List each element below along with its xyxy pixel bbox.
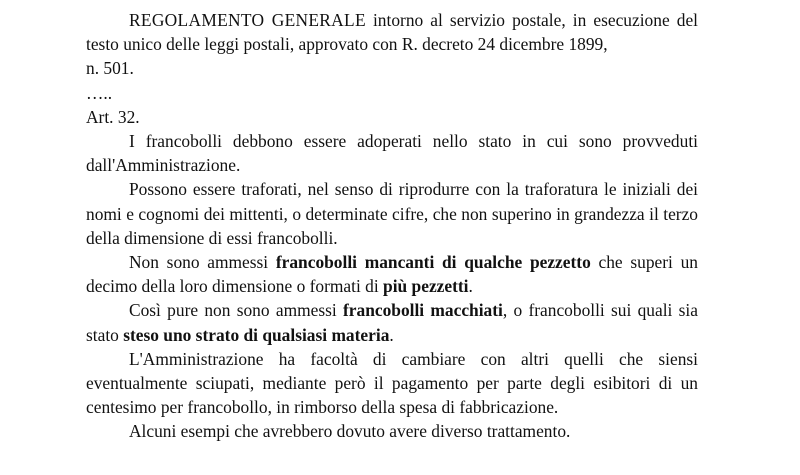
- paragraph-2: Possono essere traforati, nel senso di riprodurre con la traforatura le iniziali dei nomi e cognomi dei mittenti, o determinate cifre, che non superino in grandezza il terzo della dimensione di essi francobolli.: [86, 179, 698, 248]
- paragraph-4-bold-b: steso uno strato di qualsiasi materia: [123, 324, 390, 345]
- paragraph-4-bold-a: francobolli macchiati: [342, 300, 503, 321]
- paragraph-5: L'Amministrazione ha facoltà di cambiare con altri quelli che siensi eventualmente sciupati, mediante però il pagamento per parte degli esibitori di un centesimo per francobollo, in rimborso della spesa di fabbricazione.: [86, 348, 698, 418]
- paragraph-3-bold-a: francobolli mancanti di qualche pezzetto: [275, 252, 591, 273]
- paragraph-6: Alcuni esempi che avrebbero dovuto avere diverso trattamento.: [129, 421, 571, 442]
- paragraph-4-text-b: , o francobolli sui quali sia stato: [86, 300, 698, 345]
- paragraph-4-text-c: .: [389, 324, 394, 345]
- paragraph-1: I francobolli debbono essere adoperati nello stato in cui sono provveduti dall'Amministrazione.: [86, 131, 698, 176]
- paragraph-3-text-a: Non sono ammessi: [129, 252, 276, 273]
- ellipsis: …..: [86, 82, 113, 103]
- document-page: [86, 8, 698, 444]
- paragraph-4-text-a: Così pure non sono ammessi: [129, 300, 343, 321]
- paragraph-4: [86, 298, 698, 346]
- regulation-title: REGOLAMENTO GENERALE: [129, 10, 366, 30]
- decree-number: n. 501.: [86, 58, 134, 79]
- paragraph-3: [86, 250, 698, 298]
- article-heading: Art. 32.: [86, 106, 140, 127]
- paragraph-3-text-b: che superi un decimo della loro dimensione o formati di: [86, 252, 698, 297]
- paragraph-3-text-c: .: [468, 276, 473, 297]
- regulation-subtitle: intorno al servizio postale, in esecuzione del testo unico delle leggi postali, approvato con R. decreto 24 dicembre 1899,: [86, 10, 698, 55]
- paragraph-3-bold-b: più pezzetti: [383, 276, 469, 297]
- header-paragraph: [86, 8, 698, 56]
